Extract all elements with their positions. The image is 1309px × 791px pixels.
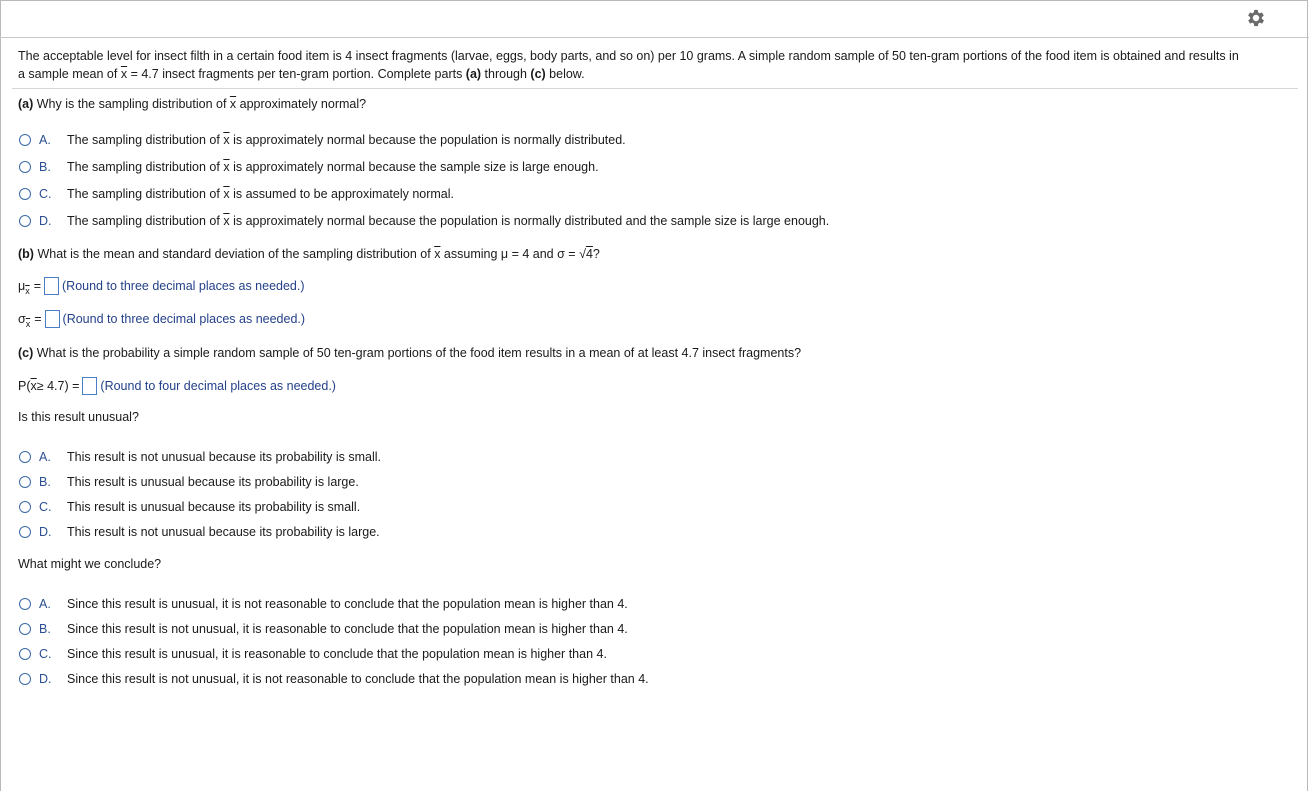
part-a-question-text-1: Why is the sampling distribution of: [33, 97, 230, 111]
unusual-option-a[interactable]: [19, 449, 381, 465]
radio-button[interactable]: [19, 623, 31, 635]
option-letter: D.: [39, 214, 52, 228]
conclude-option-c[interactable]: [19, 646, 607, 662]
option-letter: A.: [39, 133, 51, 147]
top-bar: [0, 0, 1309, 38]
part-a-question: [18, 97, 366, 111]
part-b-question-end: ?: [592, 247, 600, 261]
intro-part-c-ref: (c): [530, 67, 546, 81]
part-b-question: [18, 247, 600, 261]
sigma-rounding-hint: (Round to three decimal places as needed.): [62, 312, 306, 326]
radio-button[interactable]: [19, 648, 31, 660]
part-a-question-text-2: approximately normal?: [236, 97, 367, 111]
option-letter: C.: [39, 187, 52, 201]
radio-button[interactable]: [19, 134, 31, 146]
option-text: [67, 133, 626, 147]
radio-button[interactable]: [19, 526, 31, 538]
radio-button[interactable]: [19, 673, 31, 685]
part-b-label: (b): [18, 247, 34, 261]
part-c-question: [18, 346, 801, 360]
intro-part-a-ref: (a): [465, 67, 482, 81]
option-text-pre: The sampling distribution of: [67, 214, 224, 228]
option-text-post: is assumed to be approximately normal.: [229, 187, 455, 201]
option-text: Since this result is unusual, it is reasonable to conclude that the population mean is higher than 4.: [67, 647, 607, 661]
option-text: Since this result is not unusual, it is reasonable to conclude that the population mean is higher than 4.: [67, 622, 628, 636]
option-text: Since this result is unusual, it is not reasonable to conclude that the population mean is higher than 4.: [67, 597, 628, 611]
part-a-label: (a): [18, 97, 34, 111]
probability-row: [18, 376, 336, 396]
conclude-option-d[interactable]: [19, 671, 649, 687]
option-text-post: is approximately normal because the sample size is large enough.: [229, 160, 599, 174]
part-a-option-a[interactable]: [19, 132, 626, 148]
option-text: Since this result is not unusual, it is not reasonable to conclude that the population mean is higher than 4.: [67, 672, 649, 686]
option-letter: C.: [39, 500, 52, 514]
part-b-question-text-1: What is the mean and standard deviation of the sampling distribution of: [33, 247, 435, 261]
radio-button[interactable]: [19, 451, 31, 463]
sigma-letter: σ: [18, 312, 26, 326]
option-text: [67, 160, 599, 174]
equals-sign: =: [33, 279, 42, 293]
part-c-question-text: What is the probability a simple random sample of 50 ten-gram portions of the food item results in a mean of at least 4.7 insect fragments?: [33, 346, 802, 360]
sqrt-argument: 4: [585, 247, 593, 261]
option-text: This result is unusual because its probability is small.: [67, 500, 361, 514]
equals-sign: =: [34, 312, 42, 326]
xbar-subscript: x: [25, 319, 31, 329]
option-letter: B.: [39, 160, 51, 174]
xbar-symbol: $\overline{x}$: [120, 67, 128, 81]
option-text-post: is approximately normal because the population is normally distributed.: [229, 133, 626, 147]
radio-button[interactable]: [19, 598, 31, 610]
prob-suffix: ≥ 4.7) =: [36, 379, 80, 393]
option-letter: D.: [39, 672, 52, 686]
intro-through: through: [481, 67, 531, 81]
option-text-pre: The sampling distribution of: [67, 133, 224, 147]
probability-rounding-hint: (Round to four decimal places as needed.): [100, 379, 336, 393]
intro-text-1: The acceptable level for insect filth in a certain food item is 4 insect fragments (larvae, eggs, body parts, and so on) per 10 grams. A simple random sample of 50 ten-gram portions of the food item is obtained and results in: [18, 49, 1239, 63]
radio-button[interactable]: [19, 476, 31, 488]
radio-button[interactable]: [19, 188, 31, 200]
xbar-symbol: $\overline{x}$: [223, 133, 230, 147]
part-a-option-b[interactable]: [19, 159, 599, 175]
conclude-option-a[interactable]: [19, 596, 628, 612]
mu-letter: μ: [18, 279, 26, 293]
option-text: This result is not unusual because its probability is small.: [67, 450, 382, 464]
xbar-symbol: $\overline{x}$: [229, 97, 237, 111]
option-text: [67, 214, 829, 228]
radio-button[interactable]: [19, 501, 31, 513]
xbar-symbol: $\overline{x}$: [223, 160, 230, 174]
intro-text-2a: a sample mean of: [18, 67, 121, 81]
unusual-question: Is this result unusual?: [18, 410, 139, 424]
divider: [12, 88, 1298, 89]
option-letter: D.: [39, 525, 52, 539]
part-a-option-d[interactable]: [19, 213, 829, 229]
probability-answer-input[interactable]: [82, 377, 97, 395]
xbar-subscript: x: [25, 286, 30, 296]
sqrt-symbol: √4: [579, 247, 593, 261]
intro-text-2b: = 4.7 insect fragments per ten-gram portion. Complete parts: [127, 67, 466, 81]
unusual-option-c[interactable]: [19, 499, 360, 515]
problem-statement: [18, 47, 1298, 83]
option-text: This result is unusual because its probability is large.: [67, 475, 359, 489]
gear-icon[interactable]: [1245, 7, 1267, 29]
radio-button[interactable]: [19, 161, 31, 173]
sigma-xbar-row: [18, 309, 305, 329]
option-text: [67, 187, 454, 201]
part-a-option-c[interactable]: [19, 186, 454, 202]
option-letter: A.: [39, 450, 51, 464]
mu-symbol: [18, 279, 30, 296]
part-b-question-text-2: assuming μ = 4 and σ =: [440, 247, 580, 261]
option-letter: A.: [39, 597, 51, 611]
xbar-symbol: $\overline{x}$: [223, 187, 230, 201]
mu-rounding-hint: (Round to three decimal places as needed.): [62, 279, 305, 293]
option-letter: C.: [39, 647, 52, 661]
option-text-pre: The sampling distribution of: [67, 187, 224, 201]
part-c-label: (c): [18, 346, 34, 360]
unusual-option-b[interactable]: [19, 474, 359, 490]
option-text: This result is not unusual because its probability is large.: [67, 525, 380, 539]
option-letter: B.: [39, 475, 51, 489]
option-letter: B.: [39, 622, 51, 636]
option-text-post: is approximately normal because the population is normally distributed and the sample size is large enough.: [229, 214, 830, 228]
xbar-symbol: $\overline{x}$: [223, 214, 230, 228]
conclude-option-b[interactable]: [19, 621, 628, 637]
sigma-answer-input[interactable]: [45, 310, 60, 328]
unusual-option-d[interactable]: [19, 524, 380, 540]
mu-answer-input[interactable]: [44, 277, 59, 295]
option-text-pre: The sampling distribution of: [67, 160, 224, 174]
radio-button[interactable]: [19, 215, 31, 227]
xbar-symbol: $\overline{x}$: [434, 247, 441, 261]
prob-prefix: P(: [18, 379, 31, 393]
mu-xbar-row: [18, 276, 305, 296]
conclude-question: What might we conclude?: [18, 557, 162, 571]
xbar-symbol: $\overline{x}$: [30, 379, 37, 393]
sigma-symbol: [18, 312, 31, 329]
intro-below: below.: [545, 67, 585, 81]
